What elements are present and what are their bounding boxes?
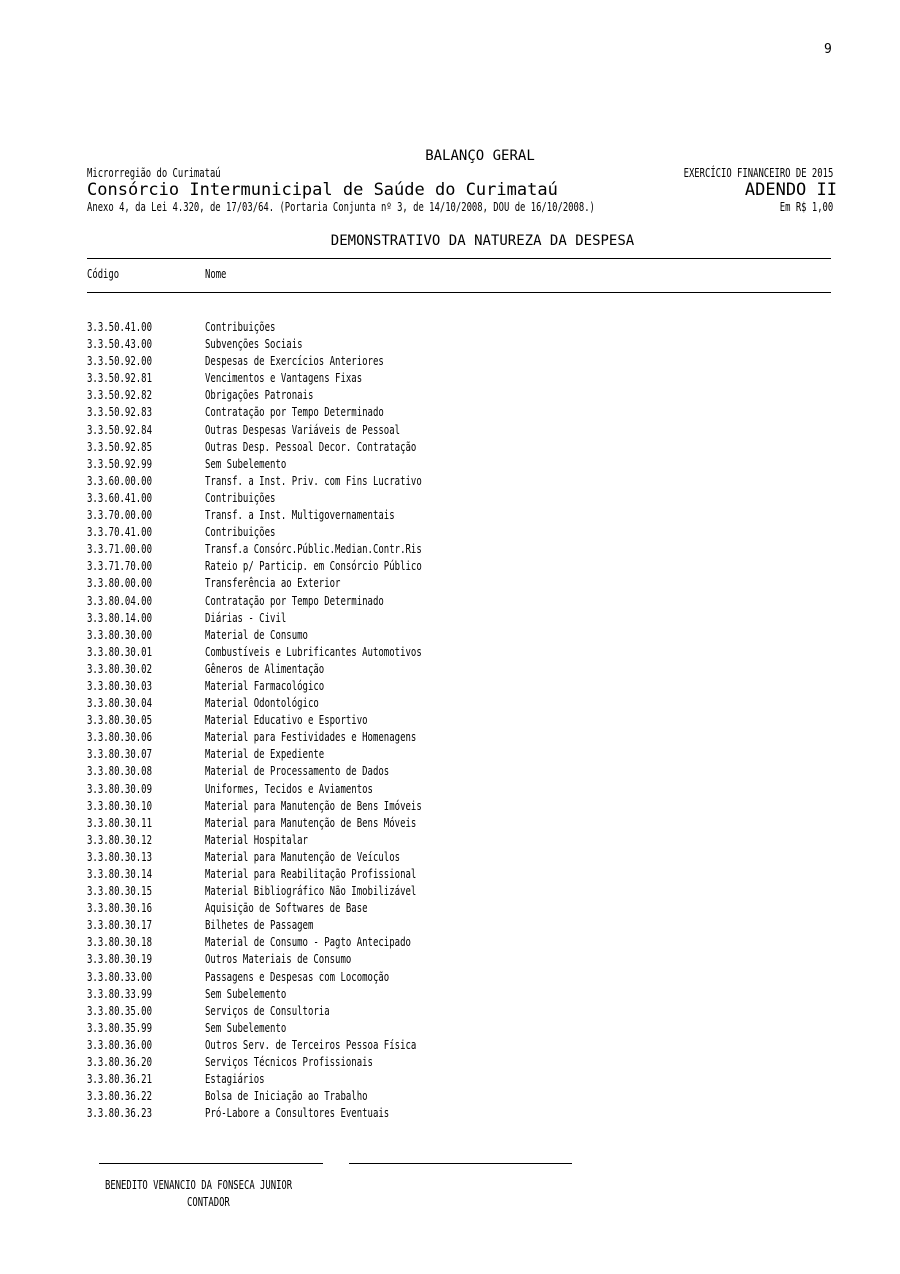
signatory-role: CONTADOR (187, 1195, 230, 1209)
row-code: 3.3.80.30.07 (87, 746, 153, 762)
column-header-code: Código (87, 267, 120, 281)
table-row (87, 728, 787, 745)
table-row (87, 933, 787, 950)
row-name: Material para Manutenção de Bens Imóveis (205, 797, 422, 813)
row-code: 3.3.80.30.04 (87, 695, 153, 711)
row-name: Contribuições (205, 524, 276, 540)
row-name: Gêneros de Alimentação (205, 660, 325, 676)
row-name: Material para Manutenção de Bens Móveis (205, 814, 417, 830)
fiscal-year-text: EXERCÍCIO FINANCEIRO DE 2015 (683, 166, 833, 180)
table-row (87, 694, 787, 711)
row-name: Contribuições (205, 319, 276, 334)
row-code: 3.3.80.30.05 (87, 712, 153, 728)
table-row (87, 711, 787, 728)
row-name: Estagiários (205, 1071, 265, 1087)
report-subtitle: DEMONSTRATIVO DA NATUREZA DA DESPESA (330, 233, 635, 249)
row-code: 3.3.80.30.10 (87, 797, 153, 813)
table-row (87, 865, 787, 882)
row-code: 3.3.80.36.21 (87, 1071, 153, 1087)
row-code: 3.3.80.04.00 (87, 592, 153, 608)
row-name: Transf.a Consórc.Públic.Median.Contr.Ris (205, 541, 422, 557)
row-code: 3.3.50.92.82 (87, 387, 153, 403)
header-rule-bottom (87, 292, 831, 293)
table-row (87, 318, 787, 335)
row-name: Material Educativo e Esportivo (205, 712, 368, 728)
row-name: Vencimentos e Vantagens Fixas (205, 370, 363, 386)
table-row (87, 643, 787, 660)
table-row (87, 660, 787, 677)
table-row (87, 899, 787, 916)
row-name: Contratação por Tempo Determinado (205, 404, 384, 420)
table-row (87, 677, 787, 694)
row-code: 3.3.71.00.00 (87, 541, 153, 557)
expense-table-body (87, 318, 787, 1121)
row-name: Subvenções Sociais (205, 336, 303, 352)
row-name: Material para Manutenção de Veículos (205, 848, 401, 864)
row-name: Despesas de Exercícios Anteriores (205, 353, 384, 369)
row-code: 3.3.80.00.00 (87, 575, 153, 591)
row-name: Contratação por Tempo Determinado (205, 592, 384, 608)
row-name: Outras Despesas Variáveis de Pessoal (205, 421, 401, 437)
table-row (87, 762, 787, 779)
row-code: 3.3.50.92.84 (87, 421, 153, 437)
row-code: 3.3.50.92.85 (87, 438, 153, 454)
row-code: 3.3.80.30.17 (87, 917, 153, 933)
table-row (87, 506, 787, 523)
row-code: 3.3.80.30.13 (87, 848, 153, 864)
table-row (87, 403, 787, 420)
table-row (87, 609, 787, 626)
row-code: 3.3.50.92.83 (87, 404, 153, 420)
table-row (87, 1019, 787, 1036)
row-name: Aquisição de Softwares de Base (205, 900, 368, 916)
row-code: 3.3.80.14.00 (87, 609, 153, 625)
row-code: 3.3.80.30.02 (87, 660, 153, 676)
legal-reference: Anexo 4, da Lei 4.320, de 17/03/64. (Portaria Conjunta nº 3, de 14/10/2008, DOU de 16/10/2008.) (87, 200, 595, 214)
row-code: 3.3.70.00.00 (87, 507, 153, 523)
table-row (87, 1087, 787, 1104)
table-row (87, 814, 787, 831)
addendum-label: ADENDO II (744, 180, 837, 200)
row-code: 3.3.50.41.00 (87, 319, 153, 334)
row-name: Contribuições (205, 489, 276, 505)
row-name: Transf. a Inst. Priv. com Fins Lucrativo (205, 472, 422, 488)
row-name: Material Bibliográfico Não Imobilizável (205, 883, 417, 899)
row-code: 3.3.80.33.99 (87, 985, 153, 1001)
table-row (87, 438, 787, 455)
currency-text: Em R$ 1,00 (779, 200, 833, 214)
table-row (87, 369, 787, 386)
table-row (87, 745, 787, 762)
table-row (87, 540, 787, 557)
row-code: 3.3.80.30.12 (87, 831, 153, 847)
table-row (87, 352, 787, 369)
row-name: Material para Reabilitação Profissional (205, 866, 417, 881)
table-row (87, 557, 787, 574)
row-name: Serviços de Consultoria (205, 1002, 330, 1018)
row-name: Sem Subelemento (205, 985, 287, 1001)
row-code: 3.3.50.92.99 (87, 455, 153, 471)
table-row (87, 780, 787, 797)
row-code: 3.3.80.30.06 (87, 729, 153, 745)
table-row (87, 592, 787, 609)
row-code: 3.3.80.30.09 (87, 780, 153, 796)
table-row (87, 421, 787, 438)
table-row (87, 797, 787, 814)
region-label: Microrregião do Curimataú (87, 166, 221, 180)
row-name: Material Odontológico (205, 695, 319, 711)
row-code: 3.3.60.41.00 (87, 489, 153, 505)
table-row (87, 968, 787, 985)
table-row (87, 472, 787, 489)
table-row (87, 831, 787, 848)
entity-name: Consórcio Intermunicipal de Saúde do Curimataú (87, 180, 558, 200)
row-code: 3.3.80.35.99 (87, 1019, 153, 1035)
table-row (87, 916, 787, 933)
row-name: Material Farmacológico (205, 677, 325, 693)
table-row (87, 882, 787, 899)
signatory-name: BENEDITO VENANCIO DA FONSECA JUNIOR (105, 1178, 293, 1192)
table-row (87, 523, 787, 540)
row-name: Material de Processamento de Dados (205, 763, 390, 779)
row-name: Sem Subelemento (205, 1019, 287, 1035)
row-code: 3.3.80.36.20 (87, 1054, 153, 1070)
row-code: 3.3.80.30.08 (87, 763, 153, 779)
table-row (87, 1002, 787, 1019)
row-name: Sem Subelemento (205, 455, 287, 471)
row-name: Bilhetes de Passagem (205, 917, 314, 933)
row-code: 3.3.80.35.00 (87, 1002, 153, 1018)
row-name: Serviços Técnicos Profissionais (205, 1054, 373, 1070)
report-title: BALANÇO GERAL (425, 148, 535, 164)
row-name: Obrigações Patronais (205, 387, 314, 403)
row-code: 3.3.80.30.00 (87, 626, 153, 642)
table-row (87, 574, 787, 591)
table-row (87, 1036, 787, 1053)
row-code: 3.3.80.30.15 (87, 883, 153, 899)
row-code: 3.3.80.30.18 (87, 934, 153, 950)
row-name: Material de Expediente (205, 746, 325, 762)
row-name: Pró-Labore a Consultores Eventuais (205, 1105, 390, 1121)
row-code: 3.3.80.33.00 (87, 968, 153, 984)
row-code: 3.3.50.43.00 (87, 336, 153, 352)
row-name: Outros Materiais de Consumo (205, 951, 352, 967)
row-code: 3.3.50.92.81 (87, 370, 153, 386)
row-code: 3.3.70.41.00 (87, 524, 153, 540)
row-code: 3.3.80.30.03 (87, 677, 153, 693)
table-row (87, 1053, 787, 1070)
row-name: Uniformes, Tecidos e Aviamentos (205, 780, 373, 796)
table-row (87, 455, 787, 472)
row-name: Transferência ao Exterior (205, 575, 341, 591)
table-row (87, 1104, 787, 1121)
signature-line-second (349, 1163, 572, 1164)
table-row (87, 848, 787, 865)
row-code: 3.3.71.70.00 (87, 558, 153, 574)
row-name: Outras Desp. Pessoal Decor. Contratação (205, 438, 417, 454)
row-code: 3.3.50.92.00 (87, 353, 153, 369)
column-header-name: Nome (205, 267, 227, 281)
row-name: Diárias - Civil (205, 609, 287, 625)
row-code: 3.3.80.30.16 (87, 900, 153, 916)
row-name: Material de Consumo - Pagto Antecipado (205, 934, 411, 950)
page-number: 9 (824, 42, 832, 57)
signature-line-accountant (99, 1163, 323, 1164)
row-code: 3.3.80.36.23 (87, 1105, 153, 1121)
fiscal-year-label (631, 166, 833, 180)
table-row (87, 626, 787, 643)
row-name: Outros Serv. de Terceiros Pessoa Física (205, 1036, 417, 1052)
table-row (87, 985, 787, 1002)
row-name: Material Hospitalar (205, 831, 308, 847)
table-row (87, 386, 787, 403)
table-row (87, 950, 787, 967)
table-row (87, 489, 787, 506)
row-name: Rateio p/ Particip. em Consórcio Público (205, 558, 422, 574)
row-name: Combustíveis e Lubrificantes Automotivos (205, 643, 422, 659)
row-name: Passagens e Despesas com Locomoção (205, 968, 390, 984)
table-row (87, 1070, 787, 1087)
header-rule-top (87, 258, 831, 259)
row-name: Material para Festividades e Homenagens (205, 729, 417, 745)
row-code: 3.3.80.36.22 (87, 1088, 153, 1104)
row-code: 3.3.80.30.14 (87, 866, 153, 881)
currency-label (761, 200, 833, 214)
row-name: Transf. a Inst. Multigovernamentais (205, 507, 395, 523)
row-code: 3.3.80.30.01 (87, 643, 153, 659)
row-code: 3.3.80.36.00 (87, 1036, 153, 1052)
row-code: 3.3.60.00.00 (87, 472, 153, 488)
row-name: Bolsa de Iniciação ao Trabalho (205, 1088, 368, 1104)
row-code: 3.3.80.30.11 (87, 814, 153, 830)
row-name: Material de Consumo (205, 626, 308, 642)
table-row (87, 335, 787, 352)
row-code: 3.3.80.30.19 (87, 951, 153, 967)
